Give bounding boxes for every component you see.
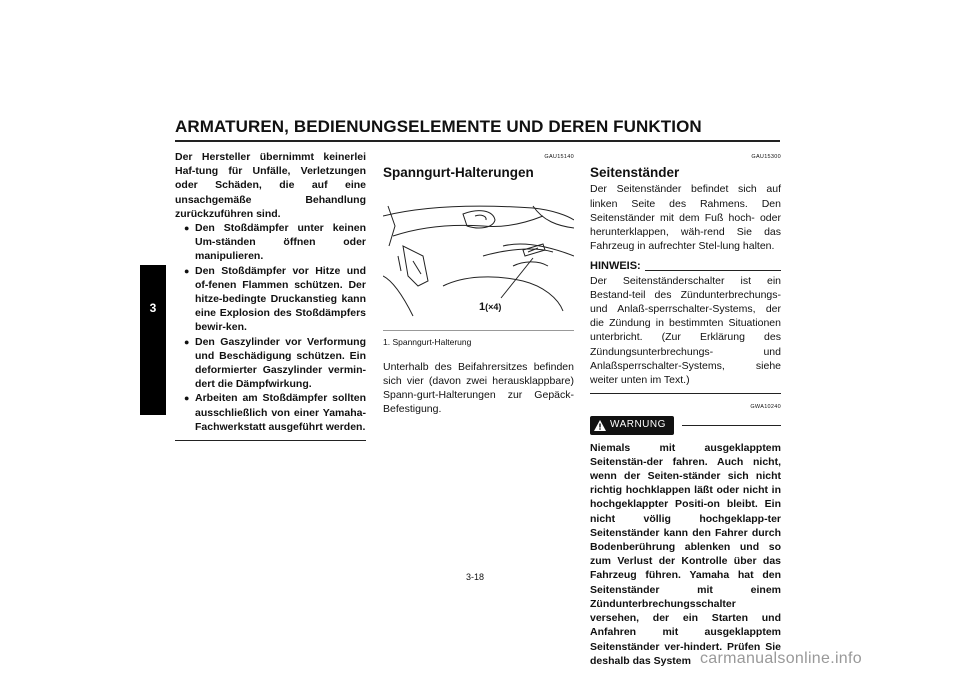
section-code: GAU15300 [751, 154, 781, 160]
column-left [175, 150, 366, 441]
list-item: ● Arbeiten am Stoßdämpfer sollten ausschließlich von einer Yamaha-Fachwerkstatt ausgeführt werden. [184, 392, 366, 433]
warning-code: GWA10240 [750, 404, 781, 411]
list-item: ● Den Stoßdämpfer unter keinen Um-ständen öffnen oder manipulieren. [184, 222, 366, 263]
bullet-icon: ● [184, 265, 190, 276]
body-paragraph: Der Seitenständer befindet sich auf linken Seite des Rahmens. Den Seitenständer mit dem Fuß hoch- oder herunterklappen, wäh-rend Sie das Fahrzeug in aufrechter Stel-lung halten. [590, 183, 781, 253]
bullet-icon: ● [184, 393, 190, 404]
column-middle [383, 150, 574, 416]
intro-paragraph: Der Hersteller übernimmt keinerlei Haf-tung für Unfälle, Verletzungen oder Schäden, die auf eine unsachgemäße Behandlung zurückzuführen sind. [175, 151, 366, 220]
note-end-rule [590, 393, 781, 394]
figure-caption: 1. Spanngurt-Halterung [383, 330, 574, 349]
figure-callout: 1(×4) [479, 301, 502, 314]
bullet-icon: ● [184, 223, 190, 234]
warning-triangle-icon [594, 420, 606, 431]
list-item: ● Den Stoßdämpfer vor Hitze und of-fenen Flammen schützen. Der hitze-bedingte Druckanstieg kann eine Explosion des Stoßdämpfers bewir-ken. [184, 264, 366, 334]
figure-tie-down-hooks [383, 186, 574, 326]
section-code: GAU15140 [544, 154, 574, 160]
body-paragraph: Unterhalb des Beifahrersitzes befinden sich vier (davon zwei herausklappbare) Spann-gurt-Halterungen zur Gepäck-Befestigung. [383, 360, 574, 416]
page-title: ARMATUREN, BEDIENUNGSELEMENTE UND DEREN FUNKTION [175, 117, 702, 136]
warning-header [590, 416, 781, 434]
watermark: carmanualsonline.info [700, 650, 862, 667]
section-end-rule [175, 440, 366, 441]
note-paragraph: Der Seitenständerschalter ist ein Bestand-teil des Zündunterbrechungs- und Anlaß-sperrschalter-Systems, der die Zündung in bestimmten Situationen unterbricht. (Zur Erklärung des Zündungsunterbrechungs- und Anlaßsperrschalter-Systems, siehe weiter unten im Text.) [590, 274, 781, 387]
bullet-icon: ● [184, 336, 190, 347]
warning-paragraph: Niemals mit ausgeklapptem Seitenstän-der fahren. Auch nicht, wenn der Seiten-ständer sich nicht richtig hochklappen läßt oder nicht in hochgeklappter Positi-on bleibt. Ein nicht völlig hochgeklapp-ter Seitenständer kann den Fahrer durch Bodenberührung ablenken und so zum Verlust der Kontrolle über das Fahrzeug führen. Yamaha hat den Seitenständer mit einem Zündunterbrechungsschalter versehen, der ein Starten und Anfahren mit ausgeklapptem Seitenständer ver-hindert. Prüfen Sie deshalb das System [590, 441, 781, 667]
page-number: 3-18 [466, 572, 485, 582]
section-heading: Seitenständer [590, 165, 680, 181]
warning-badge: WARNUNG [590, 416, 674, 434]
chapter-tab: 3 [140, 265, 166, 415]
list-item: ● Den Gaszylinder vor Verformung und Beschädigung schützen. Ein deformierter Gaszylinder vermin-dert die Dämpfwirkung. [184, 335, 366, 391]
section-heading: Spanngurt-Halterungen [383, 165, 534, 181]
note-heading: HINWEIS: [590, 259, 781, 273]
column-right [590, 150, 781, 668]
title-rule [175, 140, 780, 142]
